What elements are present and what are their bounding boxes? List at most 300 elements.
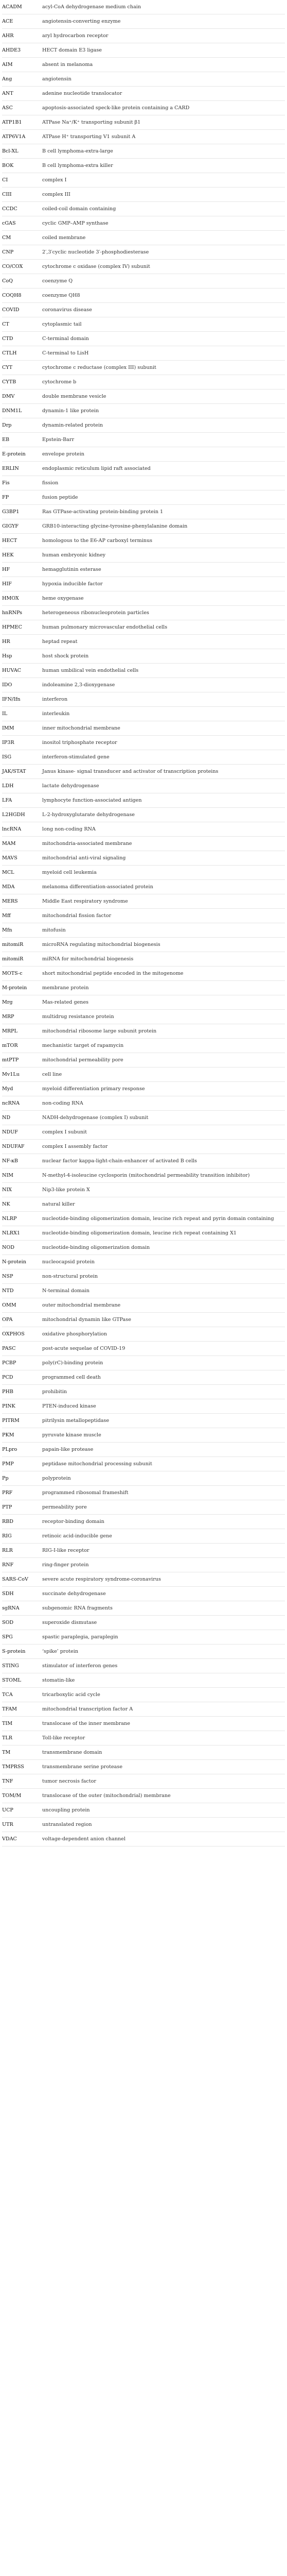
- abbreviation: TFAM: [2, 1706, 17, 1712]
- abbreviation: CYT: [2, 365, 13, 370]
- abbreviation: ERLIN: [2, 466, 19, 471]
- definition: adenine nucleotide translocator: [42, 91, 122, 96]
- definition: endoplasmic reticulum lipid raft associated: [42, 466, 151, 471]
- definition: papain-like protease: [42, 1447, 94, 1452]
- abbreviation: E-protein: [2, 451, 26, 457]
- abbreviation: Bcl-XL: [2, 148, 19, 154]
- abbreviation: mitomiR: [2, 942, 24, 947]
- abbreviation: L2HGDH: [2, 812, 25, 818]
- definition: stimulator of interferon genes: [42, 1663, 118, 1669]
- glossary-row: [2, 14, 285, 29]
- glossary-row: [2, 332, 285, 346]
- glossary-row: [2, 1140, 285, 1154]
- definition: nucleotide-binding oligomerization domain, leucine rich repeat and pyrin domain containing: [42, 1216, 274, 1222]
- definition: cytoplasmic tail: [42, 321, 82, 327]
- glossary-row: [2, 1053, 285, 1067]
- glossary-row: [2, 1327, 285, 1342]
- abbreviation: NK: [2, 1201, 10, 1207]
- abbreviation: NLRP: [2, 1216, 17, 1222]
- abbreviation: IP3R: [2, 740, 14, 745]
- definition: RIG-I-like receptor: [42, 1548, 89, 1553]
- definition: Mas-related genes: [42, 999, 89, 1005]
- definition: ‘spike’ protein: [42, 1649, 79, 1654]
- definition: mitochondrial fission factor: [42, 913, 112, 919]
- definition: transmembrane domain: [42, 1750, 102, 1755]
- glossary-row: [2, 1356, 285, 1370]
- definition: microRNA regulating mitochondrial biogenesis: [42, 942, 160, 947]
- definition: fusion peptide: [42, 495, 78, 500]
- glossary-row: [2, 1616, 285, 1630]
- definition: heterogeneous ribonucleoprotein particles: [42, 610, 149, 616]
- definition: coronavirus disease: [42, 307, 92, 313]
- abbreviation: OPA: [2, 1317, 13, 1323]
- glossary-row: [2, 620, 285, 635]
- abbreviation: GIGYF: [2, 523, 19, 529]
- abbreviation: Mfn: [2, 927, 12, 933]
- glossary-row: [2, 1587, 285, 1601]
- definition: Epstein-Barr: [42, 437, 75, 443]
- glossary-row: [2, 822, 285, 837]
- definition: human umbilical vein endothelial cells: [42, 668, 139, 673]
- glossary-row: [2, 303, 285, 317]
- definition: post-acute sequelae of COVID-19: [42, 1346, 125, 1351]
- abbreviation: Mv1Lu: [2, 1072, 20, 1077]
- definition: mechanistic target of rapamycin: [42, 1043, 124, 1048]
- definition: pitrilysin metallopeptidase: [42, 1418, 110, 1423]
- abbreviation: MRP: [2, 1014, 14, 1020]
- glossary-row: [2, 58, 285, 72]
- abbreviation: SOD: [2, 1620, 14, 1625]
- definition: host shock protein: [42, 653, 89, 659]
- abbreviation: sgRNA: [2, 1605, 20, 1611]
- definition: cell line: [42, 1072, 62, 1077]
- glossary-row: [2, 577, 285, 591]
- definition: miRNA for mitochondrial biogenesis: [42, 956, 134, 962]
- definition: myeloid differentiation primary response: [42, 1086, 145, 1092]
- glossary-row: [2, 1630, 285, 1645]
- definition: dynamin-related protein: [42, 422, 103, 428]
- definition: coiled membrane: [42, 235, 86, 241]
- glossary-row: [2, 1702, 285, 1717]
- abbreviation: EB: [2, 437, 10, 443]
- abbreviation: ACADM: [2, 4, 22, 10]
- abbreviation: JAK/STAT: [2, 769, 26, 774]
- glossary-row: [2, 995, 285, 1010]
- glossary-row: [2, 1745, 285, 1760]
- abbreviation: CYTB: [2, 379, 16, 385]
- glossary-row: [2, 115, 285, 130]
- definition: voltage-dependent anion channel: [42, 1836, 125, 1842]
- definition: mitochondrial ribosome large subunit protein: [42, 1028, 157, 1034]
- abbreviation: hnRNPs: [2, 610, 23, 616]
- abbreviation: PRF: [2, 1490, 13, 1496]
- glossary-row: [2, 721, 285, 736]
- abbreviation: STOML: [2, 1677, 22, 1683]
- definition: severe acute respiratory syndrome-coronavirus: [42, 1577, 161, 1582]
- abbreviation: MDA: [2, 884, 15, 890]
- abbreviation: AHR: [2, 33, 14, 39]
- abbreviation: MRPL: [2, 1028, 17, 1034]
- abbreviation: ND: [2, 1115, 11, 1121]
- glossary-row: [2, 1370, 285, 1385]
- abbreviation: BOK: [2, 163, 14, 168]
- definition: oxidative phosphorylation: [42, 1331, 107, 1337]
- glossary-row: [2, 245, 285, 260]
- abbreviation: PKM: [2, 1432, 14, 1438]
- definition: heme oxygenase: [42, 596, 84, 601]
- abbreviation: CO/COX: [2, 264, 23, 269]
- abbreviation: PITRM: [2, 1418, 20, 1423]
- glossary-row: [2, 462, 285, 476]
- glossary-row: [2, 433, 285, 447]
- definition: L-2-hydroxyglutarate dehydrogenase: [42, 812, 135, 818]
- definition: angiotensin: [42, 76, 71, 82]
- glossary-row: [2, 1298, 285, 1313]
- abbreviation: DMV: [2, 394, 15, 399]
- definition: B cell lymphoma-extra killer: [42, 163, 113, 168]
- abbreviation: Ang: [2, 76, 12, 82]
- glossary-row: [2, 1024, 285, 1039]
- abbreviation: PMP: [2, 1461, 14, 1467]
- definition: angiotensin-converting enzyme: [42, 19, 121, 24]
- abbreviation: NSP: [2, 1274, 13, 1279]
- abbreviation: Mff: [2, 913, 11, 919]
- abbreviation: S-protein: [2, 1649, 26, 1654]
- glossary-row: [2, 274, 285, 289]
- definition: ATPase H⁺ transporting V1 subunit A: [42, 134, 136, 140]
- abbreviation: NDUF: [2, 1129, 18, 1135]
- abbreviation: IL: [2, 711, 8, 717]
- glossary-row: [2, 1096, 285, 1111]
- glossary-row: [2, 1039, 285, 1053]
- glossary-row: [2, 1428, 285, 1443]
- glossary-row: [2, 967, 285, 981]
- abbreviation: RBD: [2, 1519, 13, 1524]
- glossary-row: [2, 1212, 285, 1226]
- glossary-row: [2, 1111, 285, 1125]
- abbreviation: TLR: [2, 1735, 12, 1741]
- abbreviation: NF-κB: [2, 1158, 18, 1164]
- definition: poly(rC)-binding protein: [42, 1360, 103, 1366]
- definition: untranslated region: [42, 1822, 92, 1827]
- glossary-row: [2, 981, 285, 995]
- glossary-row: [2, 1067, 285, 1082]
- glossary-row: [2, 1558, 285, 1572]
- glossary-row: [2, 29, 285, 43]
- abbreviation: NTD: [2, 1288, 14, 1294]
- abbreviation: TOM/M: [2, 1793, 22, 1799]
- abbreviation: LFA: [2, 798, 12, 803]
- abbreviation: CCDC: [2, 206, 17, 212]
- glossary-row: [2, 1818, 285, 1832]
- glossary-row: [2, 188, 285, 202]
- abbreviation: COQH8: [2, 293, 22, 298]
- glossary-row: [2, 1414, 285, 1428]
- definition: mitochondrial anti-viral signaling: [42, 855, 126, 861]
- definition: acyl-CoA dehydrogenase medium chain: [42, 4, 141, 10]
- abbreviation: CTLH: [2, 350, 17, 356]
- abbreviation: AHDE3: [2, 47, 21, 53]
- abbreviation: VDAC: [2, 1836, 17, 1842]
- glossary-row: [2, 72, 285, 87]
- abbreviation: IDO: [2, 682, 12, 688]
- abbreviation: G3BP1: [2, 509, 20, 515]
- definition: PTEN-induced kinase: [42, 1403, 96, 1409]
- definition: cyclic GMP–AMP synthase: [42, 221, 109, 226]
- definition: receptor-binding domain: [42, 1519, 104, 1524]
- abbreviation: HEK: [2, 552, 14, 558]
- glossary-row: [2, 1673, 285, 1688]
- definition: short mitochondrial peptide encoded in the mitogenome: [42, 971, 184, 976]
- definition: retinoic acid-inducible gene: [42, 1533, 112, 1539]
- glossary-row: [2, 1154, 285, 1168]
- definition: programmed cell death: [42, 1375, 101, 1380]
- definition: nucleotide-binding oligomerization domain, leucine rich repeat containing X1: [42, 1230, 237, 1236]
- definition: cytochrome c oxidase (complex IV) subunit: [42, 264, 150, 269]
- definition: complex I assembly factor: [42, 1144, 108, 1149]
- abbreviation: CIII: [2, 192, 12, 197]
- definition: coenzyme Q: [42, 278, 73, 284]
- abbreviation: RLR: [2, 1548, 13, 1553]
- definition: fission: [42, 480, 59, 486]
- glossary-row: [2, 750, 285, 765]
- definition: N-terminal domain: [42, 1288, 89, 1294]
- abbreviation: STING: [2, 1663, 19, 1669]
- definition: superoxide dismutase: [42, 1620, 97, 1625]
- glossary-row: [2, 202, 285, 216]
- abbreviation: OXPHOS: [2, 1331, 25, 1337]
- definition: human pulmonary microvascular endothelial cells: [42, 624, 168, 630]
- abbreviation: HPMEC: [2, 624, 22, 630]
- glossary-row: [2, 447, 285, 462]
- definition: interferon: [42, 697, 68, 702]
- abbreviation: Pp: [2, 1476, 9, 1481]
- abbreviation: cGAS: [2, 221, 16, 226]
- definition: B cell lymphoma-extra-large: [42, 148, 113, 154]
- glossary-row: [2, 1183, 285, 1197]
- glossary-row: [2, 635, 285, 649]
- glossary-row: [2, 1284, 285, 1298]
- glossary-row: [2, 1313, 285, 1327]
- glossary-row: [2, 664, 285, 678]
- abbreviation: NLRX1: [2, 1230, 20, 1236]
- glossary-row: [2, 490, 285, 505]
- abbreviation: IMM: [2, 725, 14, 731]
- definition: nucleocapsid protein: [42, 1259, 95, 1265]
- definition: Toll-like receptor: [42, 1735, 85, 1741]
- glossary-row: [2, 548, 285, 563]
- glossary-row: [2, 880, 285, 894]
- definition: Janus kinase- signal transducer and activator of transcription proteins: [42, 769, 219, 774]
- abbreviation: UCP: [2, 1807, 13, 1813]
- glossary-row: [2, 1500, 285, 1515]
- definition: cytochrome c reductase (complex III) subunit: [42, 365, 156, 370]
- definition: NADH-dehydrogenase (complex I) subunit: [42, 1115, 149, 1121]
- definition: double membrane vesicle: [42, 394, 106, 399]
- abbreviation: OMM: [2, 1302, 16, 1308]
- definition: non-coding RNA: [42, 1100, 83, 1106]
- definition: interferon-stimulated gene: [42, 754, 110, 760]
- definition: tumor necrosis factor: [42, 1778, 96, 1784]
- definition: stomatin-like: [42, 1677, 75, 1683]
- glossary-row: [2, 692, 285, 707]
- abbreviation: SARS-CoV: [2, 1577, 28, 1582]
- abbreviation: CTD: [2, 336, 13, 342]
- glossary-row: [2, 505, 285, 519]
- abbreviation: CI: [2, 177, 8, 183]
- glossary-row: [2, 1168, 285, 1183]
- glossary-row: [2, 1010, 285, 1024]
- definition: myeloid cell leukemia: [42, 870, 97, 875]
- definition: tricarboxylic acid cycle: [42, 1692, 100, 1698]
- glossary-row: [2, 534, 285, 548]
- abbreviation: Drp: [2, 422, 12, 428]
- abbreviation: LDH: [2, 783, 14, 789]
- glossary-row: [2, 837, 285, 851]
- abbreviation: PINK: [2, 1403, 15, 1409]
- abbreviation: NIM: [2, 1173, 14, 1178]
- abbreviation: mTOR: [2, 1043, 18, 1048]
- abbreviation: PASC: [2, 1346, 16, 1351]
- glossary-row: [2, 1226, 285, 1241]
- glossary-row: [2, 1269, 285, 1284]
- abbreviation: PCD: [2, 1375, 13, 1380]
- glossary-row: [2, 1544, 285, 1558]
- abbreviation: ncRNA: [2, 1100, 20, 1106]
- glossary-row: [2, 1659, 285, 1673]
- definition: membrane protein: [42, 985, 89, 991]
- definition: interleukin: [42, 711, 70, 717]
- abbreviation: NOD: [2, 1245, 14, 1250]
- glossary-row: [2, 87, 285, 101]
- abbreviation: MOTS-c: [2, 971, 23, 976]
- abbreviation: HECT: [2, 538, 17, 544]
- abbreviation: DNM1L: [2, 408, 22, 414]
- abbreviation: TMPRSS: [2, 1764, 24, 1770]
- abbreviation: TNF: [2, 1778, 13, 1784]
- glossary-row: [2, 130, 285, 144]
- definition: complex III: [42, 192, 70, 197]
- glossary-row: [2, 1443, 285, 1457]
- definition: GRB10-interacting glycine-tyrosine-phenylalanine domain: [42, 523, 188, 529]
- definition: dynamin-1 like protein: [42, 408, 99, 414]
- glossary-row: [2, 952, 285, 967]
- abbreviation: CoQ: [2, 278, 13, 284]
- definition: N-methyl-4-isoleucine cyclosporin (mitochondrial permeability transition inhibitor): [42, 1173, 250, 1178]
- abbreviation: HMOX: [2, 596, 19, 601]
- glossary-row: [2, 389, 285, 404]
- definition: heptad repeat: [42, 639, 78, 645]
- abbreviation: HR: [2, 639, 10, 645]
- definition: ring-finger protein: [42, 1562, 89, 1568]
- definition: lactate dehydrogenase: [42, 783, 99, 789]
- glossary-row: [2, 1601, 285, 1616]
- abbreviation: ATP6V1A: [2, 134, 26, 140]
- glossary-row: [2, 1645, 285, 1659]
- definition: aryl hydrocarbon receptor: [42, 33, 109, 39]
- glossary-row: [2, 909, 285, 923]
- glossary-row: [2, 361, 285, 375]
- abbreviation: Myd: [2, 1086, 13, 1092]
- abbreviation: RNF: [2, 1562, 14, 1568]
- glossary-row: [2, 289, 285, 303]
- glossary-row: [2, 1529, 285, 1544]
- definition: Middle East respiratory syndrome: [42, 899, 128, 904]
- definition: translocase of the outer (mitochondrial) membrane: [42, 1793, 171, 1799]
- abbreviation: mitomiR: [2, 956, 24, 962]
- abbreviation: TIM: [2, 1721, 13, 1726]
- definition: apoptosis-associated speck-like protein containing a CARD: [42, 105, 190, 111]
- definition: absent in melanoma: [42, 62, 93, 67]
- abbreviations-table: [2, 0, 285, 1846]
- glossary-row: [2, 159, 285, 173]
- definition: peptidase mitochondrial processing subunit: [42, 1461, 152, 1467]
- glossary-row: [2, 346, 285, 361]
- glossary-row: [2, 1515, 285, 1529]
- glossary-row: [2, 1789, 285, 1803]
- glossary-row: [2, 101, 285, 115]
- definition: spastic paraplegia, paraplegin: [42, 1634, 118, 1640]
- glossary-row: [2, 1731, 285, 1745]
- glossary-row: [2, 1255, 285, 1269]
- abbreviation: AIM: [2, 62, 13, 67]
- abbreviation: UTR: [2, 1822, 13, 1827]
- definition: complex I: [42, 177, 67, 183]
- definition: multidrug resistance protein: [42, 1014, 114, 1020]
- abbreviation: MCL: [2, 870, 14, 875]
- abbreviation: PLpro: [2, 1447, 17, 1452]
- definition: coiled-coil domain containing: [42, 206, 116, 212]
- glossary-row: [2, 1572, 285, 1587]
- abbreviation: ISG: [2, 754, 12, 760]
- glossary-row: [2, 707, 285, 721]
- abbreviation: NDUFAF: [2, 1144, 25, 1149]
- glossary-row: [2, 779, 285, 793]
- abbreviation: HUVAC: [2, 668, 21, 673]
- glossary-row: [2, 765, 285, 779]
- glossary-row: [2, 736, 285, 750]
- glossary-row: [2, 938, 285, 952]
- abbreviation: Mrg: [2, 999, 13, 1005]
- abbreviation: IFN/Ifn: [2, 697, 21, 702]
- definition: natural killer: [42, 1201, 75, 1207]
- glossary-row: [2, 563, 285, 577]
- glossary-row: [2, 591, 285, 606]
- abbreviation: ATP1B1: [2, 120, 22, 125]
- definition: outer mitochondrial membrane: [42, 1302, 121, 1308]
- glossary-row: [2, 0, 285, 14]
- glossary-row: [2, 1399, 285, 1414]
- glossary-row: [2, 606, 285, 620]
- glossary-row: [2, 260, 285, 274]
- definition: nucleotide-binding oligomerization domain: [42, 1245, 150, 1250]
- definition: non-structural protein: [42, 1274, 98, 1279]
- definition: human embryonic kidney: [42, 552, 106, 558]
- definition: transmembrane serine protease: [42, 1764, 123, 1770]
- definition: long non-coding RNA: [42, 826, 96, 832]
- abbreviation: lncRNA: [2, 826, 22, 832]
- glossary-row: [2, 144, 285, 159]
- abbreviation: NIX: [2, 1187, 12, 1193]
- abbreviation: FP: [2, 495, 9, 500]
- definition: hypoxia inducible factor: [42, 581, 103, 587]
- definition: indoleamine 2,3-dioxygenase: [42, 682, 115, 688]
- glossary-row: [2, 216, 285, 231]
- abbreviation: RIG: [2, 1533, 12, 1539]
- glossary-row: [2, 894, 285, 909]
- glossary-row: [2, 1688, 285, 1702]
- abbreviation: CT: [2, 321, 9, 327]
